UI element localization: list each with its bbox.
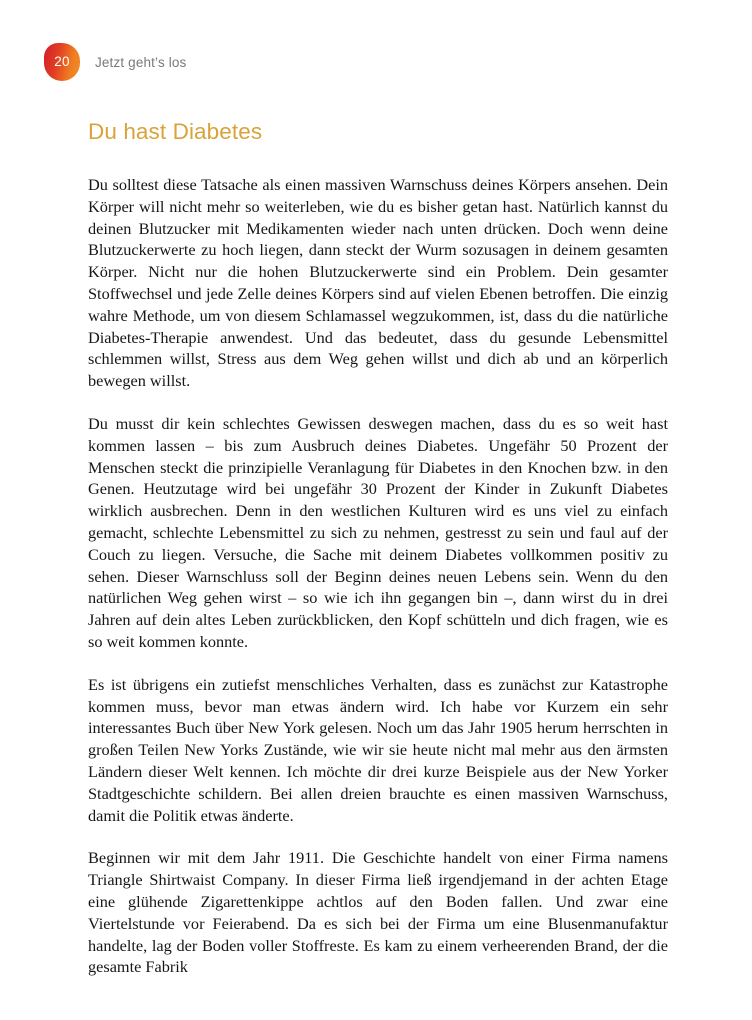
page-number-badge (44, 43, 80, 81)
body-paragraph: Beginnen wir mit dem Jahr 1911. Die Geschichte handelt von einer Firma namens Triangle Shirtwaist Company. In dieser Firma ließ irgendjemand in der achten Etage eine glühende Zigarettenkippe achtlos auf den Boden fallen. Und zwar eine Viertelstunde vor Feierabend. Da es sich bei der Firma um eine Blusenmanufaktur handelte, lag der Boden voller Stoffreste. Es kam zu einem verheerenden Brand, der die gesamte Fabrik (88, 848, 668, 977)
body-paragraph: Du solltest diese Tatsache als einen massiven Warnschuss deines Körpers ansehen. Dein Körper will nicht mehr so weiterleben, wie du es bisher getan hast. Natürlich kannst du deinen Blutzucker mit Medikamenten wieder nach unten drücken. Doch wenn deine Blutzuckerwerte zu hoch liegen, dann steckt der Wurm sozusagen in deinem gesamten Körper. Nicht nur die hohen Blutzuckerwerte sind ein Problem. Dein gesamter Stoffwechsel und jede Zelle deines Körpers sind auf vielen Ebenen betroffen. Die einzig wahre Methode, um von diesem Schlamassel wegzukommen, ist, dass du die natürliche Diabetes-Therapie anwendest. Und das bedeutet, dass du gesunde Lebensmittel schlemmen willst, Stress aus dem Weg gehen willst und dich ab und an körperlich bewegen willst. (88, 175, 668, 391)
running-header (0, 40, 752, 84)
page-number-label: 20 (54, 53, 70, 69)
section-heading: Du hast Diabetes (88, 119, 263, 144)
running-head-label: Jetzt geht’s los (95, 54, 187, 70)
body-paragraph: Es ist übrigens ein zutiefst menschliches Verhalten, dass es zunächst zur Katastrophe kommen muss, bevor man etwas ändern wird. Ich habe vor Kurzem ein sehr interessantes Buch über New York gelesen. Noch um das Jahr 1905 herum herrschten in großen Teilen New Yorks Zustände, wie wir sie heute nicht mal mehr aus den ärmsten Ländern dieser Welt kennen. Ich möchte dir drei kurze Beispiele aus der New Yorker Stadtgeschichte schildern. Bei allen dreien brauchte es einen massiven Warnschuss, damit die Politik etwas änderte. (88, 674, 668, 825)
page-content (88, 118, 668, 978)
body-paragraph: Du musst dir kein schlechtes Gewissen deswegen machen, dass du es so weit hast kommen lassen – bis zum Ausbruch deines Diabetes. Ungefähr 50 Prozent der Menschen steckt die prinzipielle Veranlagung für Diabetes in den Knochen bzw. in den Genen. Heutzutage wird bei ungefähr 30 Prozent der Kinder in Zukunft Diabetes wirklich ausbrechen. Denn in den westlichen Kulturen wird es uns viel zu einfach gemacht, schlechte Lebensmittel zu sich zu nehmen, gestresst zu sein und faul auf der Couch zu liegen. Versuche, die Sache mit deinem Diabetes vollkommen positiv zu sehen. Dieser Warnschluss soll der Beginn deines neuen Lebens sein. Wenn du den natürlichen Weg gehen wirst – so wie ich ihn gegangen bin –, dann wirst du in drei Jahren auf dein altes Leben zurückblicken, den Kopf schütteln und dich fragen, wie es so weit kommen konnte. (88, 413, 668, 651)
